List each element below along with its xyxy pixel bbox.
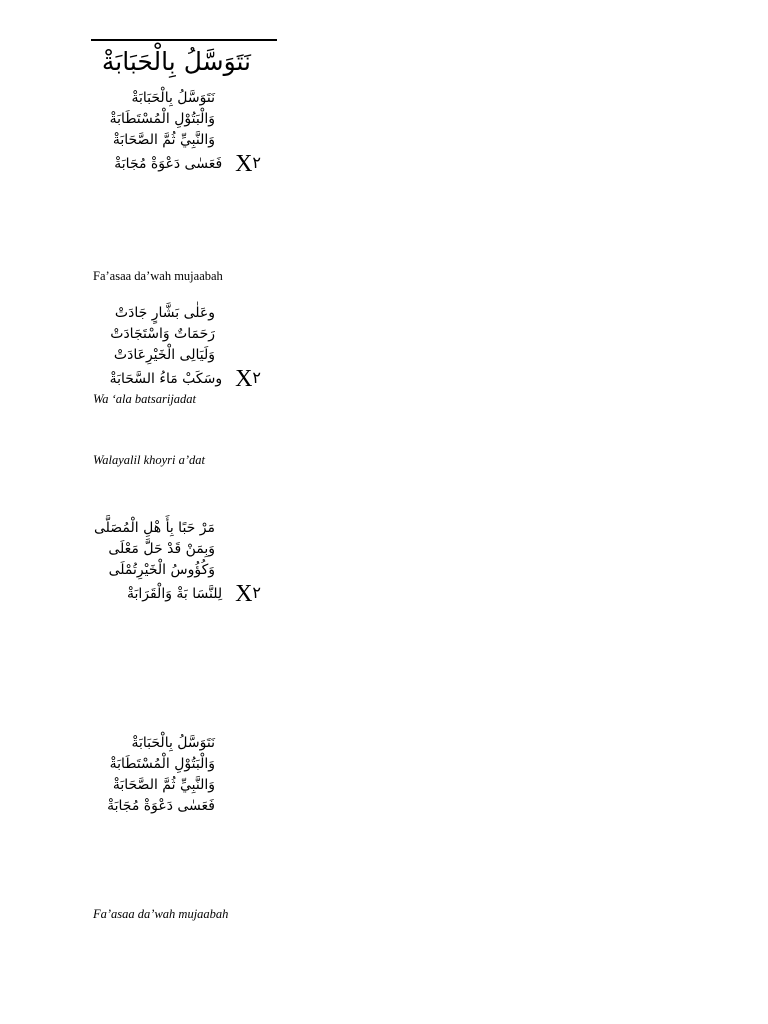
transliteration-3: Walayalil khoyri a’dat	[93, 453, 206, 467]
repeat-x-mark: X	[235, 581, 253, 607]
verse-line-repeat	[91, 581, 261, 605]
verse-line: وَالْبَتُوْلِ الْمُسْتَطَابَةْ	[109, 756, 215, 772]
verse-line: فَعَسٰى دَعْوَةْ مُجَابَةْ	[107, 798, 215, 814]
verse-line: نَتَوَسَّلُ بِالْحَبَابَةْ	[131, 735, 215, 751]
stanza-2	[91, 303, 266, 390]
stanza-1	[91, 88, 266, 175]
transliteration-1: Fa’asaa da’wah mujaabah	[93, 269, 223, 283]
page-title: نَتَوَسَّلُ بِالْحَبَابَةْ	[101, 47, 251, 76]
stanza-3	[91, 518, 266, 605]
stanza-4	[91, 733, 266, 817]
verse-line: نَتَوَسَّلُ بِالْحَبَابَةْ	[131, 90, 215, 106]
verse-line-text: فَعَسٰى دَعْوَةْ مُجَابَةْ	[114, 156, 223, 172]
transliteration-4: Fa’asaa da’wah mujaabah	[93, 907, 229, 921]
verse-line-repeat	[91, 151, 261, 175]
transliteration-2: Wa ‘ala batsarijadat	[93, 392, 197, 406]
verse-line: وَالنَّبِيِّ ثُمَّ الصَّحَابَةْ	[112, 132, 215, 148]
verse-line: وَكُؤُوسُ الْخَيْرِتُمْلَى	[108, 562, 215, 578]
verse-line: مَرْ حَبًا بِأَ هْلِ الْمُصَلَّى	[93, 520, 215, 536]
top-rule	[91, 39, 277, 41]
repeat-x-mark: X	[235, 366, 253, 392]
verse-line: وَالنَّبِيِّ ثُمَّ الصَّحَابَةْ	[112, 777, 215, 793]
repeat-x-mark: X	[235, 151, 253, 177]
verse-line-text: لِلنَّسَا بَةْ وَالْقَرَابَةْ	[126, 586, 223, 602]
verse-line-text: وسَكَبْ مَاءُ السَّحَابَةْ	[109, 371, 223, 387]
repeat-count: ٢	[252, 153, 261, 172]
verse-line: وعَلٰى بَشَّارٍ جَادَتْ	[114, 305, 215, 321]
repeat-count: ٢	[252, 583, 261, 602]
verse-line: وَالْبَتُوْلِ الْمُسْتَطَابَةْ	[109, 111, 215, 127]
verse-line: رَحَمَاتٌ وَاسْتَجَادَتْ	[110, 326, 215, 342]
verse-line: وَبِمَنْ قَدْ حَلَّ مَعْلَى	[108, 541, 215, 557]
repeat-count: ٢	[252, 368, 261, 387]
verse-line: وَلَيَالِى الْخَيْرِعَادَتْ	[113, 347, 215, 363]
verse-line-repeat	[91, 366, 261, 390]
